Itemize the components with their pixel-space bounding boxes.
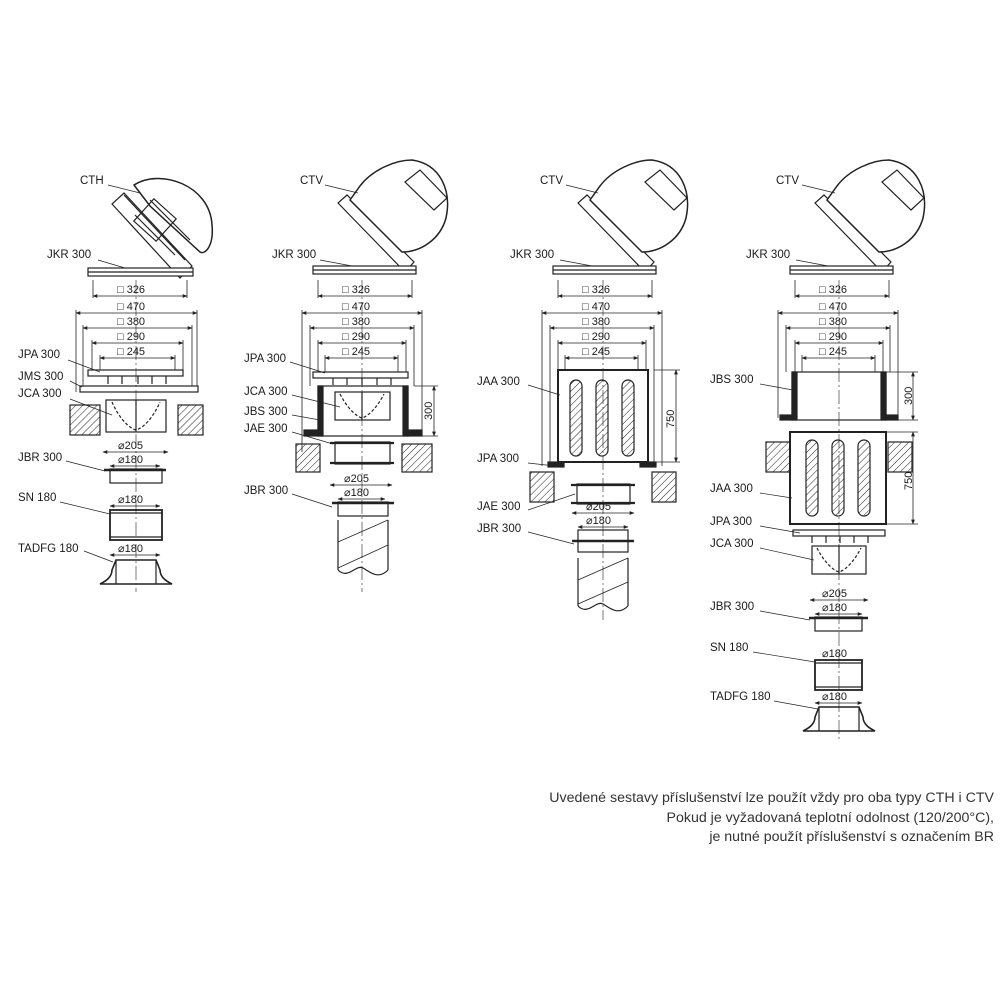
label-fan: CTH xyxy=(80,175,104,187)
label-roof: JKR 300 xyxy=(510,249,555,261)
dim-380: □ 380 xyxy=(117,316,146,328)
label-base: JBS 300 xyxy=(710,374,754,386)
label-socket: SN 180 xyxy=(710,642,749,654)
note-line: Uvedené sestavy příslušenství lze použít vždy pro oba typy CTH i CTV xyxy=(549,790,994,806)
dim-470: □ 470 xyxy=(582,301,611,313)
label-check: JCA 300 xyxy=(710,538,754,550)
label-adapter: JAE 300 xyxy=(244,423,288,435)
dim-290: □ 290 xyxy=(582,331,611,343)
label-flange: JBR 300 xyxy=(477,523,522,535)
dim-470: □ 470 xyxy=(819,301,848,313)
dim-245: □ 245 xyxy=(582,346,611,358)
label-flange: JBR 300 xyxy=(18,452,63,464)
dim-326: □ 326 xyxy=(819,284,848,296)
assembly-ctv-base xyxy=(290,160,448,592)
label-damper: TADFG 180 xyxy=(18,543,79,555)
dim-180: ⌀180 xyxy=(118,454,143,466)
label-silencer: JAA 300 xyxy=(477,376,520,388)
dim-245: □ 245 xyxy=(819,346,848,358)
assembly-cth xyxy=(60,178,212,592)
dim-205: ⌀205 xyxy=(586,501,611,513)
label-damper: TADFG 180 xyxy=(710,691,771,703)
dim-380: □ 380 xyxy=(582,316,611,328)
label-flange: JBR 300 xyxy=(710,601,755,613)
dim-326: □ 326 xyxy=(342,284,371,296)
dim-205: ⌀205 xyxy=(822,588,847,600)
dim-326: □ 326 xyxy=(582,284,611,296)
dim-180: ⌀180 xyxy=(118,543,143,555)
label-plate: JPA 300 xyxy=(244,353,286,365)
dim-245: □ 245 xyxy=(342,346,371,358)
assembly-ctv-silencer xyxy=(528,160,688,620)
dim-290: □ 290 xyxy=(117,331,146,343)
dim-290: □ 290 xyxy=(342,331,371,343)
dim-205: ⌀205 xyxy=(118,440,143,452)
dim-180: ⌀180 xyxy=(822,648,847,660)
label-plate: JPA 300 xyxy=(477,453,519,465)
usage-note xyxy=(434,789,994,848)
label-check: JCA 300 xyxy=(244,386,288,398)
label-roof: JKR 300 xyxy=(746,249,791,261)
dim-290: □ 290 xyxy=(819,331,848,343)
label-fan: CTV xyxy=(776,175,799,187)
label-roof: JKR 300 xyxy=(47,249,92,261)
dim-205: ⌀205 xyxy=(344,473,369,485)
dim-380: □ 380 xyxy=(819,316,848,328)
cth-fan-unit xyxy=(112,178,212,278)
label-silencer: JAA 300 xyxy=(710,483,753,495)
label-fan: CTV xyxy=(300,175,323,187)
label-adapter: JAE 300 xyxy=(477,501,521,513)
base-plate xyxy=(88,370,183,376)
dim-180: ⌀180 xyxy=(118,494,143,506)
label-roof: JKR 300 xyxy=(272,249,317,261)
spiral-duct xyxy=(338,520,388,575)
ctv-fan-unit xyxy=(578,160,688,272)
dim-height-750: 750 xyxy=(903,471,915,490)
dim-180: ⌀180 xyxy=(822,602,847,614)
dim-245: □ 245 xyxy=(117,346,146,358)
dim-height-300: 300 xyxy=(903,386,915,405)
label-plate: JPA 300 xyxy=(18,349,60,361)
label-check: JCA 300 xyxy=(18,388,62,400)
label-socket: SN 180 xyxy=(18,492,57,504)
label-sound: JMS 300 xyxy=(18,371,64,383)
note-line: Pokud je vyžadovaná teplotní odolnost (120/200°C), xyxy=(666,809,994,826)
dim-380: □ 380 xyxy=(342,316,371,328)
dim-326: □ 326 xyxy=(117,284,146,296)
dim-470: □ 470 xyxy=(342,301,371,313)
dim-180: ⌀180 xyxy=(586,515,611,527)
note-line: je nutné použít příslušenství s označením BR xyxy=(709,829,994,845)
ctv-fan-unit xyxy=(815,160,925,272)
label-fan: CTV xyxy=(540,175,563,187)
label-plate: JPA 300 xyxy=(710,516,752,528)
dim-180: ⌀180 xyxy=(822,691,847,703)
dim-height-300: 300 xyxy=(423,401,435,420)
ctv-fan-unit xyxy=(338,160,448,272)
dim-height-750: 750 xyxy=(665,409,677,428)
label-flange: JBR 300 xyxy=(244,485,289,497)
label-base: JBS 300 xyxy=(244,406,288,418)
dim-180: ⌀180 xyxy=(344,487,369,499)
dim-470: □ 470 xyxy=(117,301,146,313)
